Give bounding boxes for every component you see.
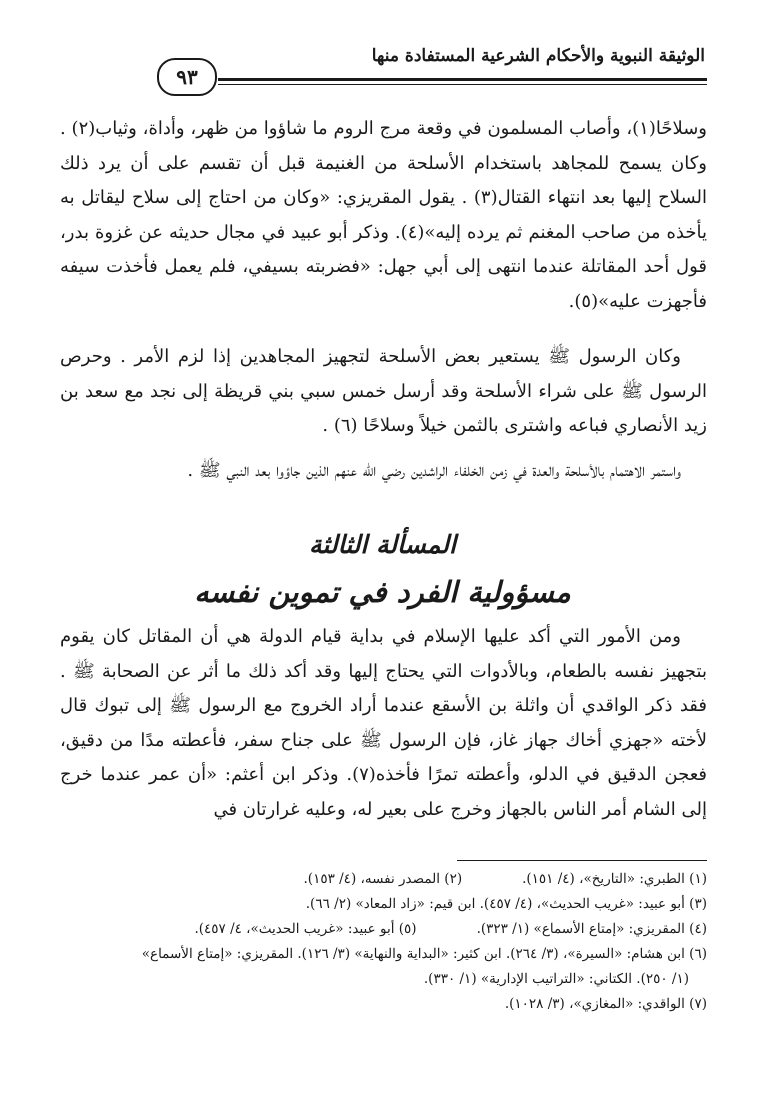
footnote-4: (٤) المقريزي: «إمتاع الأسماع» (١/ ٣٢٣). [476, 921, 707, 937]
body-section-2 [60, 340, 707, 444]
body-section-3 [60, 454, 707, 489]
footnote-5: (٥) أبو عبيد: «غريب الحديث»، ٤/ ٤٥٧). [194, 921, 417, 937]
body-section-1 [60, 112, 707, 319]
paragraph-weapons-booty: وسلاحًا(١)، وأصاب المسلمون في وقعة مرج الروم ما شاؤوا من ظهر، وأداة، وثياب(٢) . وكان يسمح للمجاهد باستخدام الأسلحة من الغنيمة قبل أن تقسم على أن يرد ذلك السلاح إليها بعد انتهاء القتال(٣) . يقول المقريزي: «وكان من احتاج إلى سلاح ليقاتل به يأخذه من صاحب المغنم ثم يرده إليه»(٤). وذكر أبو عبيد في مجال حديثه عن غزوة بدر، قول أحد المقاتلة عندما انتهى إلى أبي جهل: «فضربته بسيفي، فلم يعمل فأخذت سيفه فأجهزت عليه»(٥). [60, 118, 708, 312]
footnote-6-part-1: (٦) ابن هشام: «السيرة»، (٣/ ٢٦٤). ابن كثير: «البداية والنهاية» (٣/ ١٢٦). المقريزي: «إمتاع الأسماع» [141, 946, 707, 962]
footnote-separator [457, 860, 707, 861]
paragraph-prophet-weapons: وكان الرسول ﷺ يستعير بعض الأسلحة لتجهيز المجاهدين إذا لزم الأمر . وحرص الرسول ﷺ على شراء الأسلحة وقد أرسل خمس سبي بني قريظة إلى نجد مع سعد بن زيد الأنصاري فباعه واشترى بالثمن خيلاً وسلاحًا (٦) . [60, 346, 707, 436]
header-rule-thin [218, 84, 707, 85]
footnote-line [60, 917, 707, 942]
footnote-6-part-2: (١/ ٢٥٠). الكتاني: «التراتيب الإدارية» (١/ ٣٣٠). [423, 971, 689, 987]
running-header-title: الوثيقة النبوية والأحكام الشرعية المستفادة منها [371, 46, 705, 66]
body-section-4 [60, 620, 707, 827]
page-number: ٩٣ [157, 58, 217, 96]
footnote-line [60, 867, 707, 892]
section-heading: المسألة الثالثة [309, 530, 456, 559]
footnotes [60, 867, 707, 1017]
footnote-3: (٣) أبو عبيد: «غريب الحديث»، (٤/ ٤٥٧). ابن قيم: «زاد المعاد» (٢/ ٦٦). [305, 896, 707, 912]
footnote-2: (٢) المصدر نفسه، (٤/ ١٥٣). [303, 871, 463, 887]
footnote-7: (٧) الواقدي: «المغازي»، (٣/ ١٠٢٨). [504, 996, 707, 1012]
footnote-1: (١) الطبري: «التاريخ»، (٤/ ١٥١). [522, 871, 707, 887]
paragraph-caliphs: واستمر الاهتمام بالأسلحة والعدة في زمن الخلفاء الراشدين رضي الله عنهم الذين جاؤوا بعد النبي ﷺ . [187, 460, 681, 481]
paragraph-self-provisioning: ومن الأمور التي أكد عليها الإسلام في بداية قيام الدولة هي أن المقاتل كان يقوم بتجهيز نفسه بالطعام، وبالأدوات التي يحتاج إليها وقد أكد ذلك ما أثر عن الصحابة ﷺ . فقد ذكر الواقدي أن واثلة بن الأسقع عندما أراد الخروج مع الرسول ﷺ إلى تبوك قال لأخته «جهزي أخاك جهاز غاز، فإن الرسول ﷺ على جناح سفر، فأعطته مدًا من دقيق، فعجن الدقيق في الدلو، وأعطته تمرًا فأخذه(٧). وذكر ابن أعثم: «أن عمر عندما خرج إلى الشام أمر الناس بالجهاز وخرج على بعير له، وعليه غرارتان في [60, 626, 707, 820]
header-rule [218, 78, 707, 81]
section-subheading: مسؤولية الفرد في تموين نفسه [194, 575, 571, 609]
